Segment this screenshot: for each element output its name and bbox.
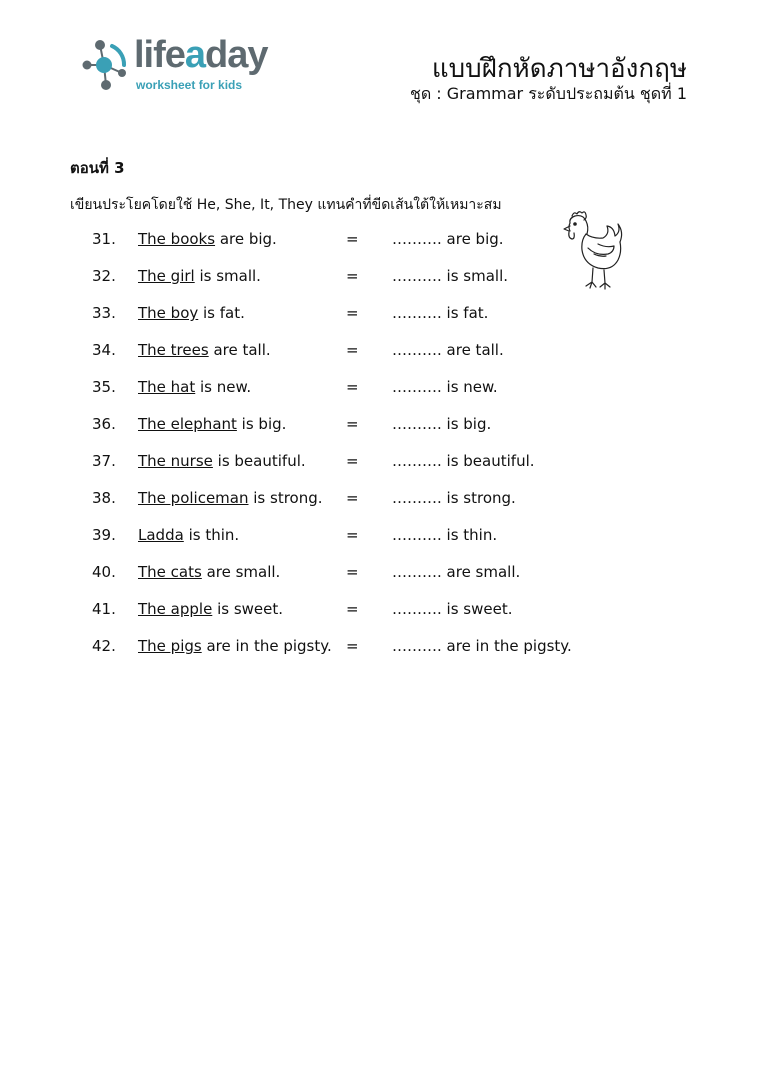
- answer-blank[interactable]: ………. are tall.: [392, 341, 504, 359]
- section-title: ตอนที่ 3: [70, 159, 125, 177]
- equals-sign: =: [346, 526, 359, 544]
- exercise-item: [0, 452, 763, 472]
- original-sentence: [138, 230, 277, 248]
- underlined-subject: The hat: [138, 378, 196, 396]
- item-number: 40.: [92, 563, 116, 581]
- sentence-predicate: are big.: [215, 230, 277, 248]
- sentence-predicate: is thin.: [183, 526, 240, 544]
- underlined-subject: The cats: [138, 563, 202, 581]
- equals-sign: =: [346, 637, 359, 655]
- underlined-subject: The pigs: [138, 637, 202, 655]
- item-number: 34.: [92, 341, 116, 359]
- exercise-item: [0, 304, 763, 324]
- logo-wordmark: lifeaday: [134, 34, 268, 76]
- answer-blank[interactable]: ………. are big.: [392, 230, 504, 248]
- underlined-subject: The apple: [138, 600, 213, 618]
- item-number: 33.: [92, 304, 116, 322]
- exercise-item: [0, 267, 763, 287]
- equals-sign: =: [346, 489, 359, 507]
- original-sentence: [138, 489, 323, 507]
- original-sentence: [138, 378, 251, 396]
- exercise-item: [0, 526, 763, 546]
- item-number: 41.: [92, 600, 116, 618]
- original-sentence: [138, 600, 283, 618]
- answer-blank[interactable]: ………. is beautiful.: [392, 452, 535, 470]
- sentence-predicate: are in the pigsty.: [201, 637, 332, 655]
- item-number: 31.: [92, 230, 116, 248]
- underlined-subject: The girl: [138, 267, 195, 285]
- item-number: 38.: [92, 489, 116, 507]
- equals-sign: =: [346, 415, 359, 433]
- answer-blank[interactable]: ………. is thin.: [392, 526, 498, 544]
- underlined-subject: The policeman: [138, 489, 249, 507]
- underlined-subject: The boy: [138, 304, 199, 322]
- original-sentence: [138, 563, 280, 581]
- logo-tagline: worksheet for kids: [136, 78, 243, 92]
- equals-sign: =: [346, 378, 359, 396]
- exercise-item: [0, 415, 763, 435]
- exercise-item: [0, 489, 763, 509]
- sentence-predicate: is beautiful.: [212, 452, 306, 470]
- sentence-predicate: is new.: [195, 378, 252, 396]
- item-number: 35.: [92, 378, 116, 396]
- item-number: 39.: [92, 526, 116, 544]
- answer-blank[interactable]: ………. is new.: [392, 378, 498, 396]
- underlined-subject: The trees: [138, 341, 209, 359]
- equals-sign: =: [346, 452, 359, 470]
- original-sentence: [138, 415, 286, 433]
- answer-blank[interactable]: ………. are small.: [392, 563, 521, 581]
- exercise-item: [0, 378, 763, 398]
- equals-sign: =: [346, 267, 359, 285]
- answer-blank[interactable]: ………. is big.: [392, 415, 492, 433]
- item-number: 36.: [92, 415, 116, 433]
- sentence-predicate: is sweet.: [212, 600, 284, 618]
- equals-sign: =: [346, 341, 359, 359]
- original-sentence: [138, 267, 261, 285]
- equals-sign: =: [346, 563, 359, 581]
- equals-sign: =: [346, 304, 359, 322]
- original-sentence: [138, 341, 271, 359]
- item-number: 37.: [92, 452, 116, 470]
- logo: [82, 34, 282, 98]
- equals-sign: =: [346, 230, 359, 248]
- instruction-text: เขียนประโยคโดยใช้ He, She, It, They แทนคำที่ขีดเส้นใต้ให้เหมาะสม: [70, 197, 502, 213]
- underlined-subject: The elephant: [138, 415, 237, 433]
- hen-illustration-icon: [560, 208, 626, 294]
- equals-sign: =: [346, 600, 359, 618]
- sentence-predicate: is strong.: [248, 489, 323, 507]
- sentence-predicate: are small.: [201, 563, 281, 581]
- answer-blank[interactable]: ………. is small.: [392, 267, 509, 285]
- original-sentence: [138, 452, 306, 470]
- exercise-item: [0, 637, 763, 657]
- original-sentence: [138, 304, 245, 322]
- sentence-predicate: is fat.: [198, 304, 245, 322]
- answer-blank[interactable]: ………. are in the pigsty.: [392, 637, 572, 655]
- worksheet-title: แบบฝึกหัดภาษาอังกฤษ: [431, 54, 687, 84]
- answer-blank[interactable]: ………. is sweet.: [392, 600, 513, 618]
- answer-blank[interactable]: ………. is strong.: [392, 489, 516, 507]
- original-sentence: [138, 526, 239, 544]
- underlined-subject: The books: [138, 230, 216, 248]
- underlined-subject: The nurse: [138, 452, 213, 470]
- molecule-logo-icon: [82, 38, 132, 92]
- sentence-predicate: is small.: [194, 267, 261, 285]
- sentence-predicate: are tall.: [208, 341, 271, 359]
- exercise-item: [0, 600, 763, 620]
- item-number: 42.: [92, 637, 116, 655]
- underlined-subject: Ladda: [138, 526, 184, 544]
- exercise-item: [0, 341, 763, 361]
- item-number: 32.: [92, 267, 116, 285]
- answer-blank[interactable]: ………. is fat.: [392, 304, 489, 322]
- sentence-predicate: is big.: [236, 415, 287, 433]
- original-sentence: [138, 637, 332, 655]
- exercise-item: [0, 563, 763, 583]
- exercise-item: [0, 230, 763, 250]
- worksheet-subtitle: ชุด : Grammar ระดับประถมต้น ชุดที่ 1: [409, 84, 687, 103]
